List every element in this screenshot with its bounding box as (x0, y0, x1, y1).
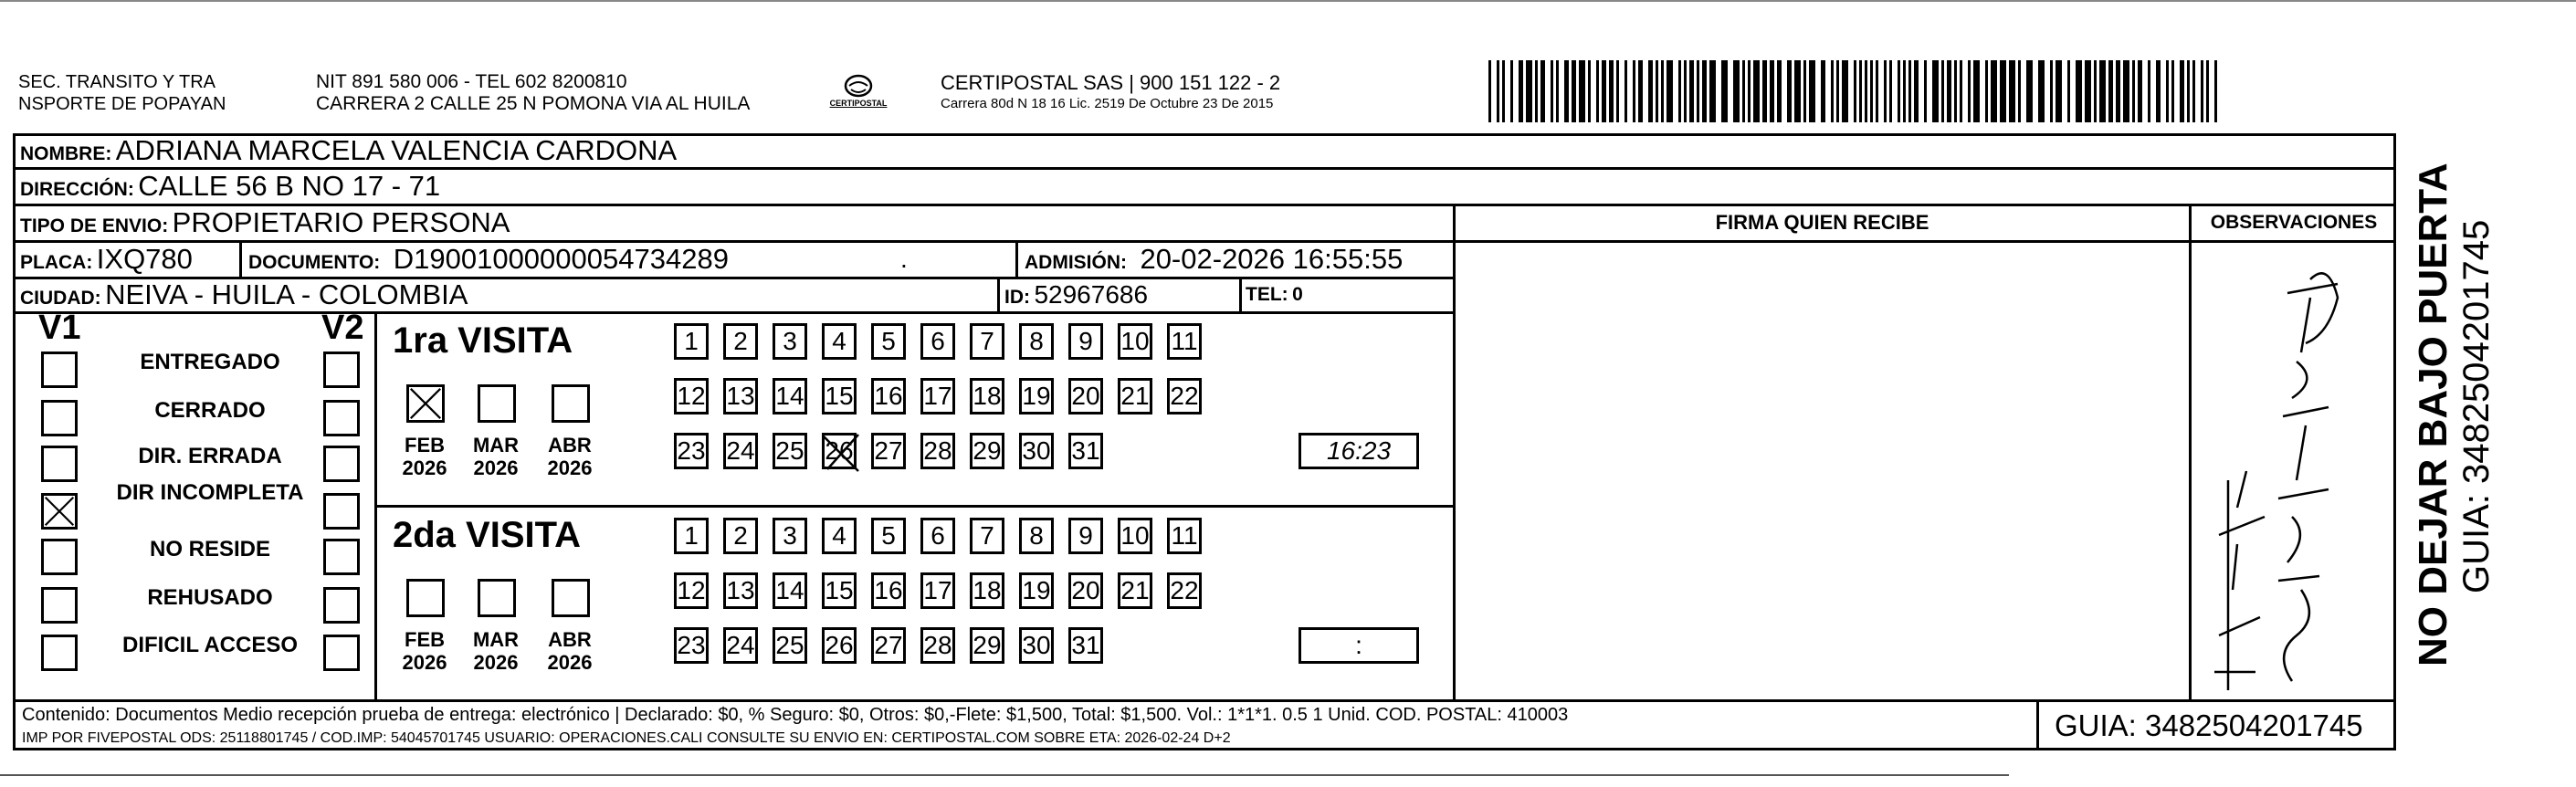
documento-label: DOCUMENTO: (248, 252, 381, 273)
v1-checkbox[interactable] (41, 400, 78, 436)
v1-checkbox[interactable] (41, 352, 78, 388)
month-year: 2026 (547, 456, 593, 479)
day-box[interactable]: 20 (1068, 378, 1103, 414)
documento-value: D19001000000054734289 (393, 243, 729, 275)
day-box[interactable]: 10 (1118, 518, 1152, 554)
v1-checkbox[interactable] (41, 493, 78, 530)
status-label: ENTREGADO (140, 350, 280, 374)
day-box[interactable]: 25 (773, 433, 807, 469)
day-box[interactable]: 30 (1019, 627, 1054, 664)
sender-line-2: NSPORTE DE POPAYAN (18, 94, 226, 114)
month-checkbox[interactable] (552, 384, 590, 423)
ciudad-label: CIUDAD: (20, 288, 101, 309)
day-box[interactable]: 18 (970, 378, 1004, 414)
month-checkbox[interactable] (406, 384, 445, 423)
month-label (544, 628, 595, 674)
day-box[interactable]: 17 (920, 378, 955, 414)
day-box[interactable]: 19 (1019, 572, 1054, 609)
visit-title: 2da VISITA (393, 515, 581, 555)
visit-time-box[interactable]: : (1299, 627, 1419, 664)
day-box[interactable]: 23 (674, 433, 709, 469)
month-label (544, 434, 595, 479)
day-box[interactable]: 29 (970, 627, 1004, 664)
month-name: FEB (405, 628, 445, 651)
day-box[interactable]: 2 (723, 323, 758, 360)
v1-label: V1 (38, 309, 81, 347)
v2-checkbox[interactable] (323, 400, 360, 436)
day-box[interactable]: 10 (1118, 323, 1152, 360)
ciudad-field (20, 278, 468, 318)
col-divider (1453, 204, 1456, 702)
admision-value: 20-02-2026 16:55:55 (1140, 243, 1404, 275)
courier-line-2: Carrera 80d N 18 16 Lic. 2519 De Octubre 23 De 2015 (941, 96, 1274, 111)
day-box[interactable]: 12 (674, 572, 709, 609)
v2-label: V2 (321, 309, 364, 347)
day-box[interactable]: 13 (723, 572, 758, 609)
day-box[interactable]: 28 (920, 627, 955, 664)
day-box[interactable]: 5 (871, 518, 906, 554)
nit-block (316, 71, 750, 115)
nombre-label: NOMBRE: (20, 143, 112, 164)
day-box[interactable]: 24 (723, 433, 758, 469)
bottom-edge-line (0, 774, 2009, 776)
day-box[interactable]: 27 (871, 433, 906, 469)
month-label (399, 434, 450, 479)
nit-line: NIT 891 580 006 - TEL 602 8200810 (316, 71, 627, 92)
check-x-mark (44, 496, 75, 527)
day-box[interactable]: 4 (822, 323, 857, 360)
tel-value: 0 (1292, 284, 1303, 305)
status-label: DIR INCOMPLETA (116, 480, 304, 505)
day-box[interactable]: 4 (822, 518, 857, 554)
day-box[interactable]: 12 (674, 378, 709, 414)
status-label: CERRADO (154, 398, 266, 423)
status-label: NO RESIDE (149, 537, 271, 561)
id-value: 52967686 (1034, 280, 1149, 309)
day-box[interactable]: 16 (871, 378, 906, 414)
footer-guia: GUIA: 3482504201745 (2055, 708, 2363, 742)
day-box[interactable]: 6 (920, 518, 955, 554)
day-box[interactable]: 18 (970, 572, 1004, 609)
v1-checkbox[interactable] (41, 635, 78, 671)
day-box[interactable]: 26 (822, 627, 857, 664)
visit-time-box[interactable]: 16:23 (1299, 433, 1419, 469)
day-box[interactable]: 14 (773, 572, 807, 609)
direccion-field (20, 169, 440, 209)
day-box[interactable]: 22 (1167, 572, 1202, 609)
barcode (1488, 60, 2221, 122)
day-box[interactable]: 22 (1167, 378, 1202, 414)
day-box[interactable]: 31 (1068, 627, 1103, 664)
day-box[interactable]: 24 (723, 627, 758, 664)
day-box[interactable]: 11 (1167, 323, 1202, 360)
day-box[interactable]: 30 (1019, 433, 1054, 469)
day-box[interactable]: 25 (773, 627, 807, 664)
month-checkbox[interactable] (552, 579, 590, 617)
day-box[interactable]: 6 (920, 323, 955, 360)
month-name: ABR (548, 628, 592, 651)
nombre-field (20, 133, 677, 173)
courier-block (941, 71, 1280, 114)
tipo-envio-value: PROPIETARIO PERSONA (172, 206, 510, 238)
observaciones-label: OBSERVACIONES (2210, 212, 2378, 233)
v2-checkbox[interactable] (323, 446, 360, 482)
day-box[interactable]: 5 (871, 323, 906, 360)
dot-mark: . (900, 245, 908, 273)
side-guia: GUIA: 3482504201745 (2456, 219, 2497, 593)
month-name: MAR (472, 628, 520, 651)
placa-value: IXQ780 (96, 243, 193, 275)
sender-line-1: SEC. TRANSITO Y TRA (18, 72, 216, 92)
day-box[interactable]: 3 (773, 518, 807, 554)
day-box[interactable]: 15 (822, 572, 857, 609)
placa-label: PLACA: (20, 252, 93, 273)
day-box[interactable]: 1 (674, 323, 709, 360)
col-divider (239, 240, 242, 277)
placa-field (20, 242, 193, 282)
day-box[interactable]: 29 (970, 433, 1004, 469)
col-divider (1239, 277, 1242, 313)
address-line: CARRERA 2 CALLE 25 N POMONA VIA AL HUILA (316, 93, 751, 114)
certipostal-logo (822, 71, 895, 117)
certipostal-logo-text: CERTIPOSTAL (829, 99, 888, 108)
day-box[interactable]: 21 (1118, 378, 1152, 414)
day-box[interactable]: 15 (822, 378, 857, 414)
direccion-value: CALLE 56 B NO 17 - 71 (138, 170, 441, 202)
nombre-value: ADRIANA MARCELA VALENCIA CARDONA (115, 134, 678, 166)
col-divider (2036, 699, 2039, 750)
id-field (1004, 278, 1148, 317)
v1-checkbox[interactable] (41, 446, 78, 482)
month-year: 2026 (473, 651, 519, 674)
courier-line-1: CERTIPOSTAL SAS | 900 151 122 - 2 (941, 71, 1281, 94)
id-label: ID: (1004, 287, 1030, 308)
month-year: 2026 (473, 456, 519, 479)
v1-checkbox[interactable] (41, 587, 78, 624)
day-box[interactable]: 8 (1019, 323, 1054, 360)
ciudad-value: NEIVA - HUILA - COLOMBIA (105, 278, 468, 310)
col-divider (1015, 240, 1018, 277)
month-checkbox[interactable] (478, 384, 516, 423)
month-year: 2026 (402, 651, 447, 674)
visit-title: 1ra VISITA (393, 320, 573, 361)
day-box[interactable]: 9 (1068, 323, 1103, 360)
month-year: 2026 (402, 456, 447, 479)
v2-checkbox[interactable] (323, 635, 360, 671)
day-box[interactable]: 7 (970, 323, 1004, 360)
month-name: MAR (472, 434, 520, 456)
month-label (470, 628, 521, 674)
col-divider (374, 311, 377, 702)
day-box[interactable]: 17 (920, 572, 955, 609)
col-divider (997, 277, 1000, 313)
day-box[interactable]: 26 (822, 433, 857, 469)
day-box[interactable]: 11 (1167, 518, 1202, 554)
month-checkbox[interactable] (478, 579, 516, 617)
admision-label: ADMISIÓN: (1025, 252, 1127, 273)
firma-label: FIRMA QUIEN RECIBE (1715, 211, 1929, 234)
top-edge-line (0, 0, 2576, 2)
month-name: ABR (548, 434, 592, 456)
day-box[interactable]: 13 (723, 378, 758, 414)
month-label (399, 628, 450, 674)
day-box[interactable]: 7 (970, 518, 1004, 554)
day-box[interactable]: 1 (674, 518, 709, 554)
documento-field (248, 242, 729, 282)
day-box[interactable]: 9 (1068, 518, 1103, 554)
status-label: DIR. ERRADA (138, 444, 282, 468)
day-box[interactable]: 8 (1019, 518, 1054, 554)
tipo-envio-field (20, 205, 510, 246)
admision-field (1025, 242, 1403, 282)
day-box[interactable]: 27 (871, 627, 906, 664)
observaciones-handwriting (2192, 243, 2396, 699)
day-box[interactable]: 2 (723, 518, 758, 554)
day-box[interactable]: 16 (871, 572, 906, 609)
tel-label: TEL: (1246, 284, 1288, 305)
day-box[interactable]: 23 (674, 627, 709, 664)
v2-checkbox[interactable] (323, 587, 360, 624)
footer-line-1: Contenido: Documentos Medio recepción prueba de entrega: electrónico | Declarado: $0, % Seguro: $0, Otros: $0,-Flete: $1,500, Total: $1,500. Vol.: 1*1*1. 0.5 1 Unid. COD. POSTAL: 410003 (22, 705, 1569, 725)
day-box[interactable]: 3 (773, 323, 807, 360)
v2-checkbox[interactable] (323, 352, 360, 388)
day-box[interactable]: 14 (773, 378, 807, 414)
day-box[interactable]: 21 (1118, 572, 1152, 609)
footer-line-2: IMP POR FIVEPOSTAL ODS: 25118801745 / COD.IMP: 54045701745 USUARIO: OPERACIONES.CALI CONSULTE SU ENVIO EN: CERTIPOSTAL.COM SOBRE ETA: 2026-02-24 D+2 (22, 730, 1231, 746)
day-box[interactable]: 28 (920, 433, 955, 469)
day-box[interactable]: 31 (1068, 433, 1103, 469)
check-x-mark (409, 387, 442, 420)
side-warning: NO DEJAR BAJO PUERTA (2411, 163, 2455, 666)
sender-block (18, 71, 226, 115)
v2-checkbox[interactable] (323, 539, 360, 575)
month-checkbox[interactable] (406, 579, 445, 617)
status-label: REHUSADO (147, 585, 273, 610)
v1-checkbox[interactable] (41, 539, 78, 575)
visits-divider (374, 505, 1456, 508)
day-box[interactable]: 20 (1068, 572, 1103, 609)
v2-checkbox[interactable] (323, 493, 360, 530)
month-year: 2026 (547, 651, 593, 674)
status-label: DIFICIL ACCESO (121, 633, 298, 657)
month-name: FEB (405, 434, 445, 456)
day-cross-mark (822, 433, 877, 473)
tipo-envio-label: TIPO DE ENVIO: (20, 215, 169, 236)
day-box[interactable]: 19 (1019, 378, 1054, 414)
tel-field (1246, 278, 1303, 314)
month-label (470, 434, 521, 479)
direccion-label: DIRECCIÓN: (20, 179, 134, 200)
